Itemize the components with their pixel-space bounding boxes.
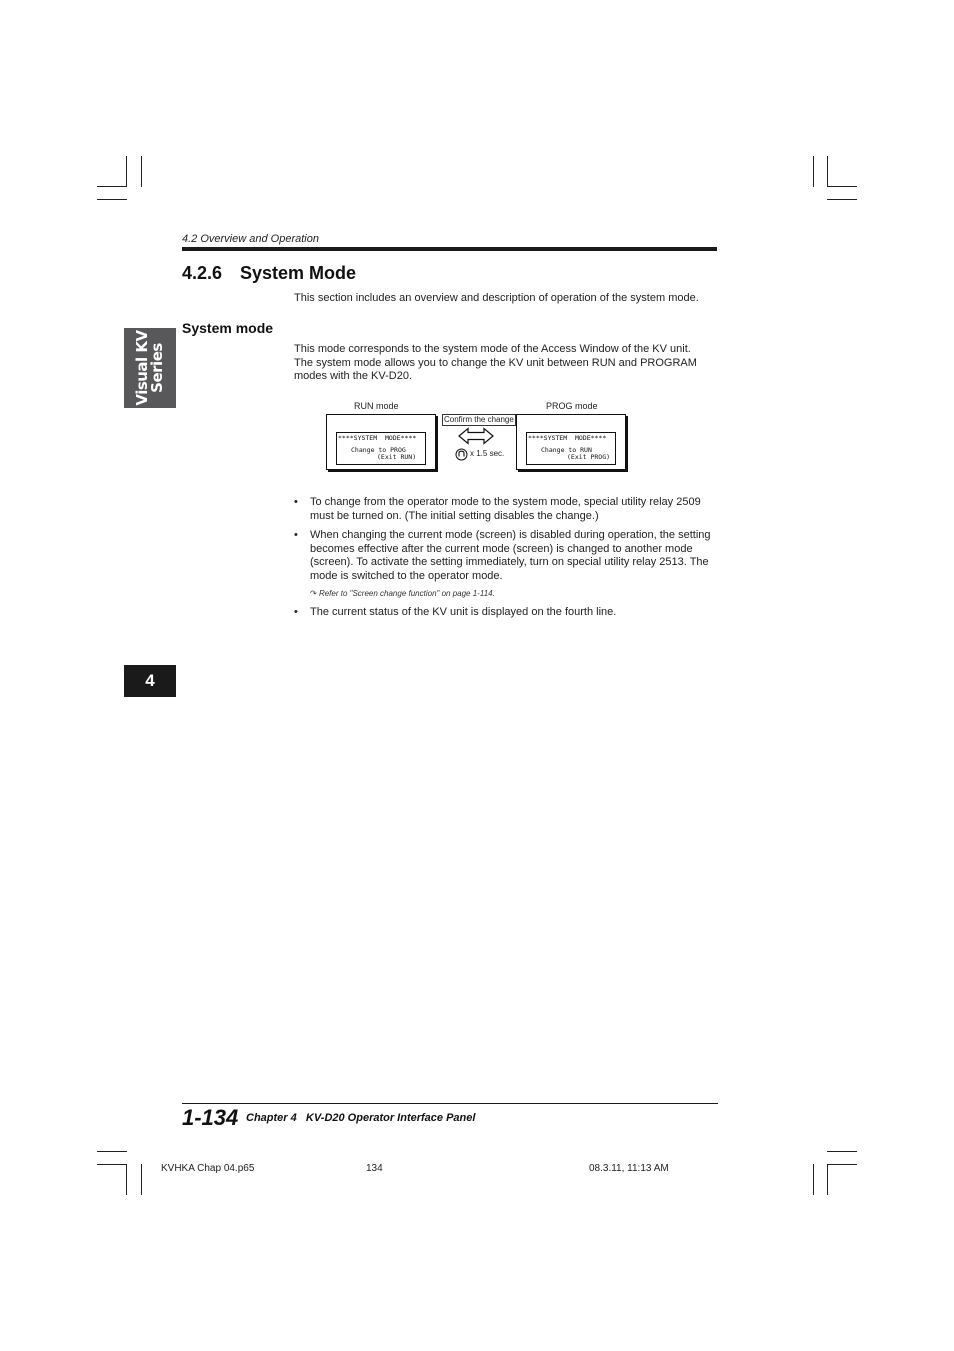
- side-tab: [124, 328, 176, 408]
- run-mode-label: RUN mode: [354, 401, 399, 411]
- crop-mark: [97, 1164, 127, 1165]
- crop-mark: [97, 199, 127, 200]
- bullet-dot: •: [294, 529, 298, 542]
- crop-mark: [126, 156, 127, 187]
- double-arrow-icon: [458, 427, 494, 445]
- footer-rule: [182, 1103, 718, 1104]
- crop-mark: [827, 199, 857, 200]
- crop-mark: [827, 186, 857, 187]
- slug-timestamp: 08.3.11, 11:13 AM: [589, 1163, 669, 1174]
- crop-mark: [141, 156, 142, 187]
- prog-mode-screen: [526, 432, 616, 465]
- body-line: modes with the KV-D20.: [294, 370, 413, 383]
- bullet-dot: •: [294, 606, 298, 619]
- intro-text: This section includes an overview and description of operation of the system mode.: [294, 292, 699, 304]
- prog-mode-display: [516, 414, 626, 470]
- prog-mode-label: PROG mode: [546, 401, 598, 411]
- bullet-item: [294, 496, 724, 523]
- section-title: [182, 263, 356, 284]
- reference-note: [310, 587, 724, 601]
- run-mode-screen: [336, 432, 426, 465]
- crop-mark: [141, 1164, 142, 1195]
- slug-filename: KVHKA Chap 04.p65: [161, 1163, 255, 1174]
- crop-mark: [97, 186, 127, 187]
- run-screen-line2: Change to PROG: [351, 446, 406, 454]
- section-number: 4.2.6: [182, 263, 223, 283]
- body-line: The system mode allows you to change the KV unit between RUN and PROGRAM: [294, 356, 697, 369]
- bullet-item: [294, 529, 724, 600]
- chapter-tab: 4: [124, 665, 176, 697]
- side-tab-line2: Series: [148, 343, 166, 393]
- bullet-text: To change from the operator mode to the system mode, special utility relay 2509 must be turned on. (The initial setting disables the change.): [310, 496, 701, 522]
- run-screen-line3: (Exit RUN): [377, 453, 417, 461]
- bullet-list: [294, 496, 724, 620]
- run-screen-line1: ****SYSTEM MODE****: [338, 434, 417, 442]
- crop-mark: [827, 1164, 828, 1195]
- bullet-dot: •: [294, 496, 298, 508]
- crop-mark: [813, 1164, 814, 1195]
- crop-mark: [97, 1151, 127, 1152]
- run-mode-display: [326, 414, 436, 470]
- subsection-title: System mode: [182, 320, 274, 336]
- bullet-text: When changing the current mode (screen) is disabled during operation, the setting becomes effective after the current mode (screen) is changed to another mode (screen). To activate the setting immediately, turn on special utility relay 2513. The mode is switched to the operator mode.: [310, 529, 711, 582]
- reference-note-text: Refer to "Screen change function" on page 1-114.: [318, 588, 495, 598]
- crop-mark: [827, 156, 828, 187]
- bullet-text: The current status of the KV unit is displayed on the fourth line.: [310, 606, 617, 619]
- crop-mark: [827, 1151, 857, 1152]
- prog-screen-line2: Change to RUN: [541, 446, 592, 454]
- chapter-footer: Chapter 4 KV-D20 Operator Interface Panel: [246, 1112, 476, 1124]
- page-number: 1-134: [182, 1105, 239, 1130]
- press-duration: x 1.5 sec.: [470, 449, 505, 458]
- bullet-item: [294, 606, 724, 620]
- prog-screen-line3: (Exit PROG): [567, 453, 611, 461]
- slug-sheet: 134: [366, 1163, 383, 1174]
- running-head: 4.2 Overview and Operation: [182, 233, 319, 245]
- crop-mark: [813, 156, 814, 187]
- header-rule: [182, 247, 717, 251]
- crop-mark: [827, 1164, 857, 1165]
- prog-screen-line1: ****SYSTEM MODE****: [528, 434, 607, 442]
- confirm-change-label: Confirm the change: [444, 415, 514, 424]
- body-paragraph: [294, 343, 724, 384]
- press-button-icon: [455, 448, 468, 461]
- crop-mark: [126, 1164, 127, 1195]
- section-title-text: System Mode: [240, 263, 357, 283]
- body-line: This mode corresponds to the system mode of the Access Window of the KV unit.: [294, 343, 691, 355]
- side-tab-label: [135, 330, 165, 405]
- side-tab-line1: Visual KV: [133, 330, 151, 406]
- reference-arrow-icon: ↷: [310, 588, 319, 598]
